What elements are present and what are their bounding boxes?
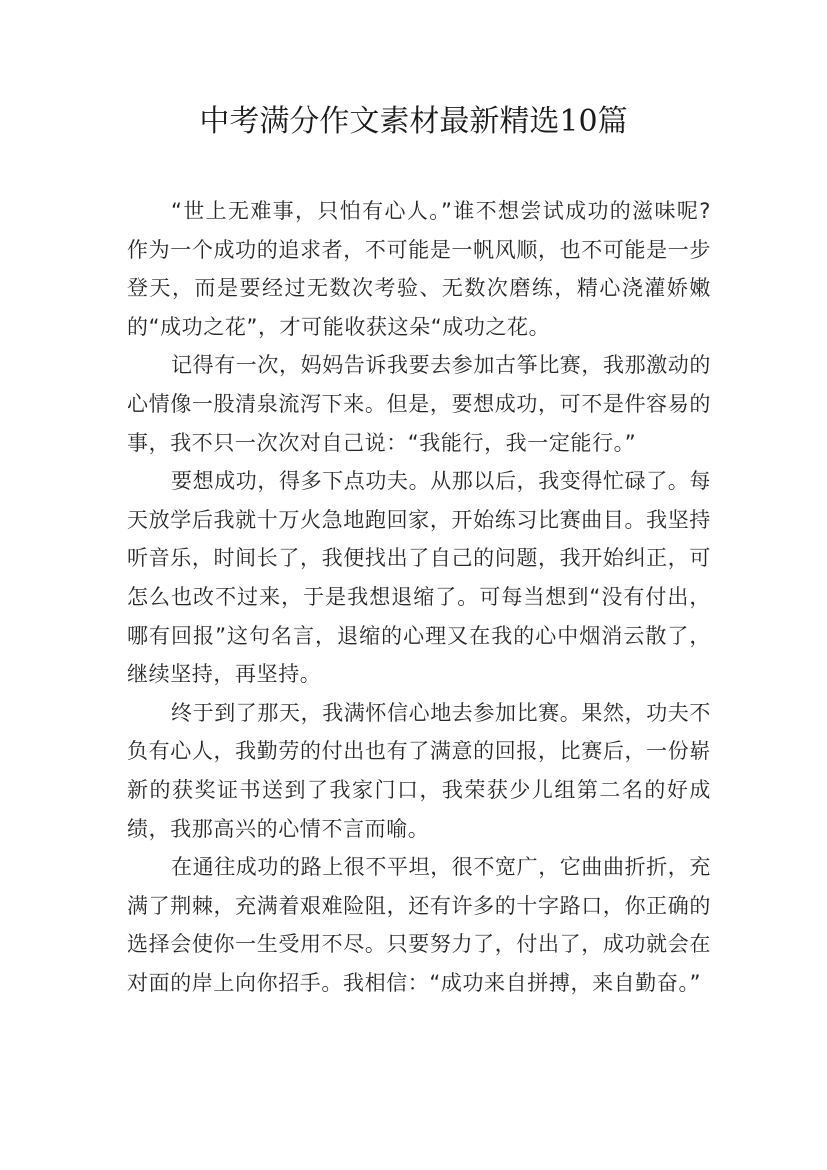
- paragraph-4: 终于到了那天，我满怀信心地去参加比赛。果然，功夫不负有心人，我勤劳的付出也有了满意的回报，比赛后，一份崭新的获奖证书送到了我家门口，我荣获少儿组第二名的好成绩，我那高兴的心情不言而喻。: [127, 700, 711, 841]
- paragraph-1: “世上无难事，只怕有心人。”谁不想尝试成功的滋味呢?作为一个成功的追求者，不可能是一帆风顺，也不可能是一步登天，而是要经过无数次考验、无数次磨练，精心浇灌娇嫩的“成功之花”，才可能收获这朵“成功之花。: [127, 199, 711, 339]
- document-body: [127, 192, 711, 1002]
- paragraph-2: 记得有一次，妈妈告诉我要去参加古筝比赛，我那激动的心情像一股清泉流泻下来。但是，要想成功，可不是件容易的事，我不只一次次对自己说：“我能行，我一定能行。”: [127, 353, 711, 455]
- document-title: 中考满分作文素材最新精选10篇: [199, 104, 628, 139]
- paragraph-5: 在通往成功的路上很不平坦，很不宽广，它曲曲折折，充满了荆棘，充满着艰难险阻，还有许多的十字路口，你正确的选择会使你一生受用不尽。只要努力了，付出了，成功就会在对面的岸上向你招手。我相信：“成功来自拼搏，来自勤奋。”: [127, 855, 711, 995]
- paragraph-3: 要想成功，得多下点功夫。从那以后，我变得忙碌了。每天放学后我就十万火急地跑回家，开始练习比赛曲目。我坚持听音乐，时间长了，我便找出了自己的问题，我开始纠正，可怎么也改不过来，于是我想退缩了。可每当想到“没有付出，哪有回报”这句名言，退缩的心理又在我的心中烟消云散了，继续坚持，再坚持。: [127, 469, 711, 687]
